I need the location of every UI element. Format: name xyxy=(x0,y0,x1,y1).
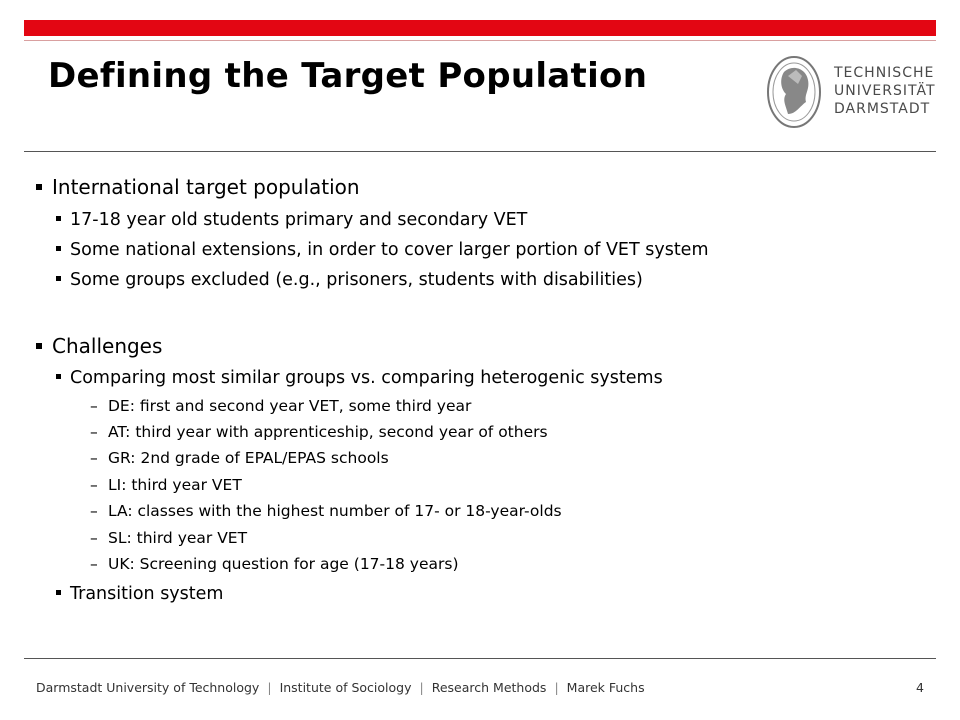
list-item: Some national extensions, in order to cover larger portion of VET system xyxy=(56,240,709,260)
square-bullet-icon xyxy=(56,216,61,221)
square-bullet-icon xyxy=(56,246,61,251)
sub-list-item: – GR: 2nd grade of EPAL/EPAS schools xyxy=(90,449,389,467)
square-bullet-icon xyxy=(56,590,61,595)
sub-list-item: – UK: Screening question for age (17-18 years) xyxy=(90,555,459,573)
square-bullet-icon xyxy=(56,374,61,379)
footer-university: Darmstadt University of Technology xyxy=(36,680,260,695)
sub-list-item: – SL: third year VET xyxy=(90,529,248,547)
header-thin-line xyxy=(24,40,936,41)
list-item: Some groups excluded (e.g., prisoners, students with disabilities) xyxy=(56,270,643,290)
dash-bullet-icon: – xyxy=(90,555,98,573)
square-bullet-icon xyxy=(56,276,61,281)
square-bullet-icon xyxy=(36,343,42,349)
list-item: Transition system xyxy=(56,584,223,604)
footer: Darmstadt University of Technology | Institute of Sociology | Research Methods | Marek Fuchs xyxy=(36,680,645,695)
university-logo xyxy=(756,50,936,136)
sub-list-item: – AT: third year with apprenticeship, second year of others xyxy=(90,423,548,441)
sub-list-item: – LA: classes with the highest number of 17- or 18-year-olds xyxy=(90,502,562,520)
dash-bullet-icon: – xyxy=(90,449,98,467)
page-number: 4 xyxy=(916,680,924,695)
title-separator xyxy=(24,151,936,152)
square-bullet-icon xyxy=(36,184,42,190)
header-accent-bar xyxy=(24,20,936,36)
logo-line-2: UNIVERSITÄT xyxy=(834,83,936,99)
dash-bullet-icon: – xyxy=(90,423,98,441)
footer-author: Marek Fuchs xyxy=(566,680,645,695)
slide-title: Defining the Target Population xyxy=(48,56,648,96)
logo-line-3: DARMSTADT xyxy=(834,101,931,117)
footer-institute: Institute of Sociology xyxy=(279,680,412,695)
footer-separator xyxy=(24,658,936,659)
logo-line-1: TECHNISCHE xyxy=(834,65,935,81)
dash-bullet-icon: – xyxy=(90,397,98,415)
list-item: Comparing most similar groups vs. comparing heterogenic systems xyxy=(56,368,663,388)
sub-list-item: – DE: first and second year VET, some third year xyxy=(90,397,472,415)
bullet-heading-2: Challenges xyxy=(36,334,162,358)
athena-seal-icon xyxy=(766,54,822,130)
bullet-heading-1: International target population xyxy=(36,175,360,199)
dash-bullet-icon: – xyxy=(90,476,98,494)
dash-bullet-icon: – xyxy=(90,502,98,520)
list-item: 17-18 year old students primary and secondary VET xyxy=(56,210,527,230)
dash-bullet-icon: – xyxy=(90,529,98,547)
sub-list-item: – LI: third year VET xyxy=(90,476,242,494)
footer-course: Research Methods xyxy=(431,680,547,695)
